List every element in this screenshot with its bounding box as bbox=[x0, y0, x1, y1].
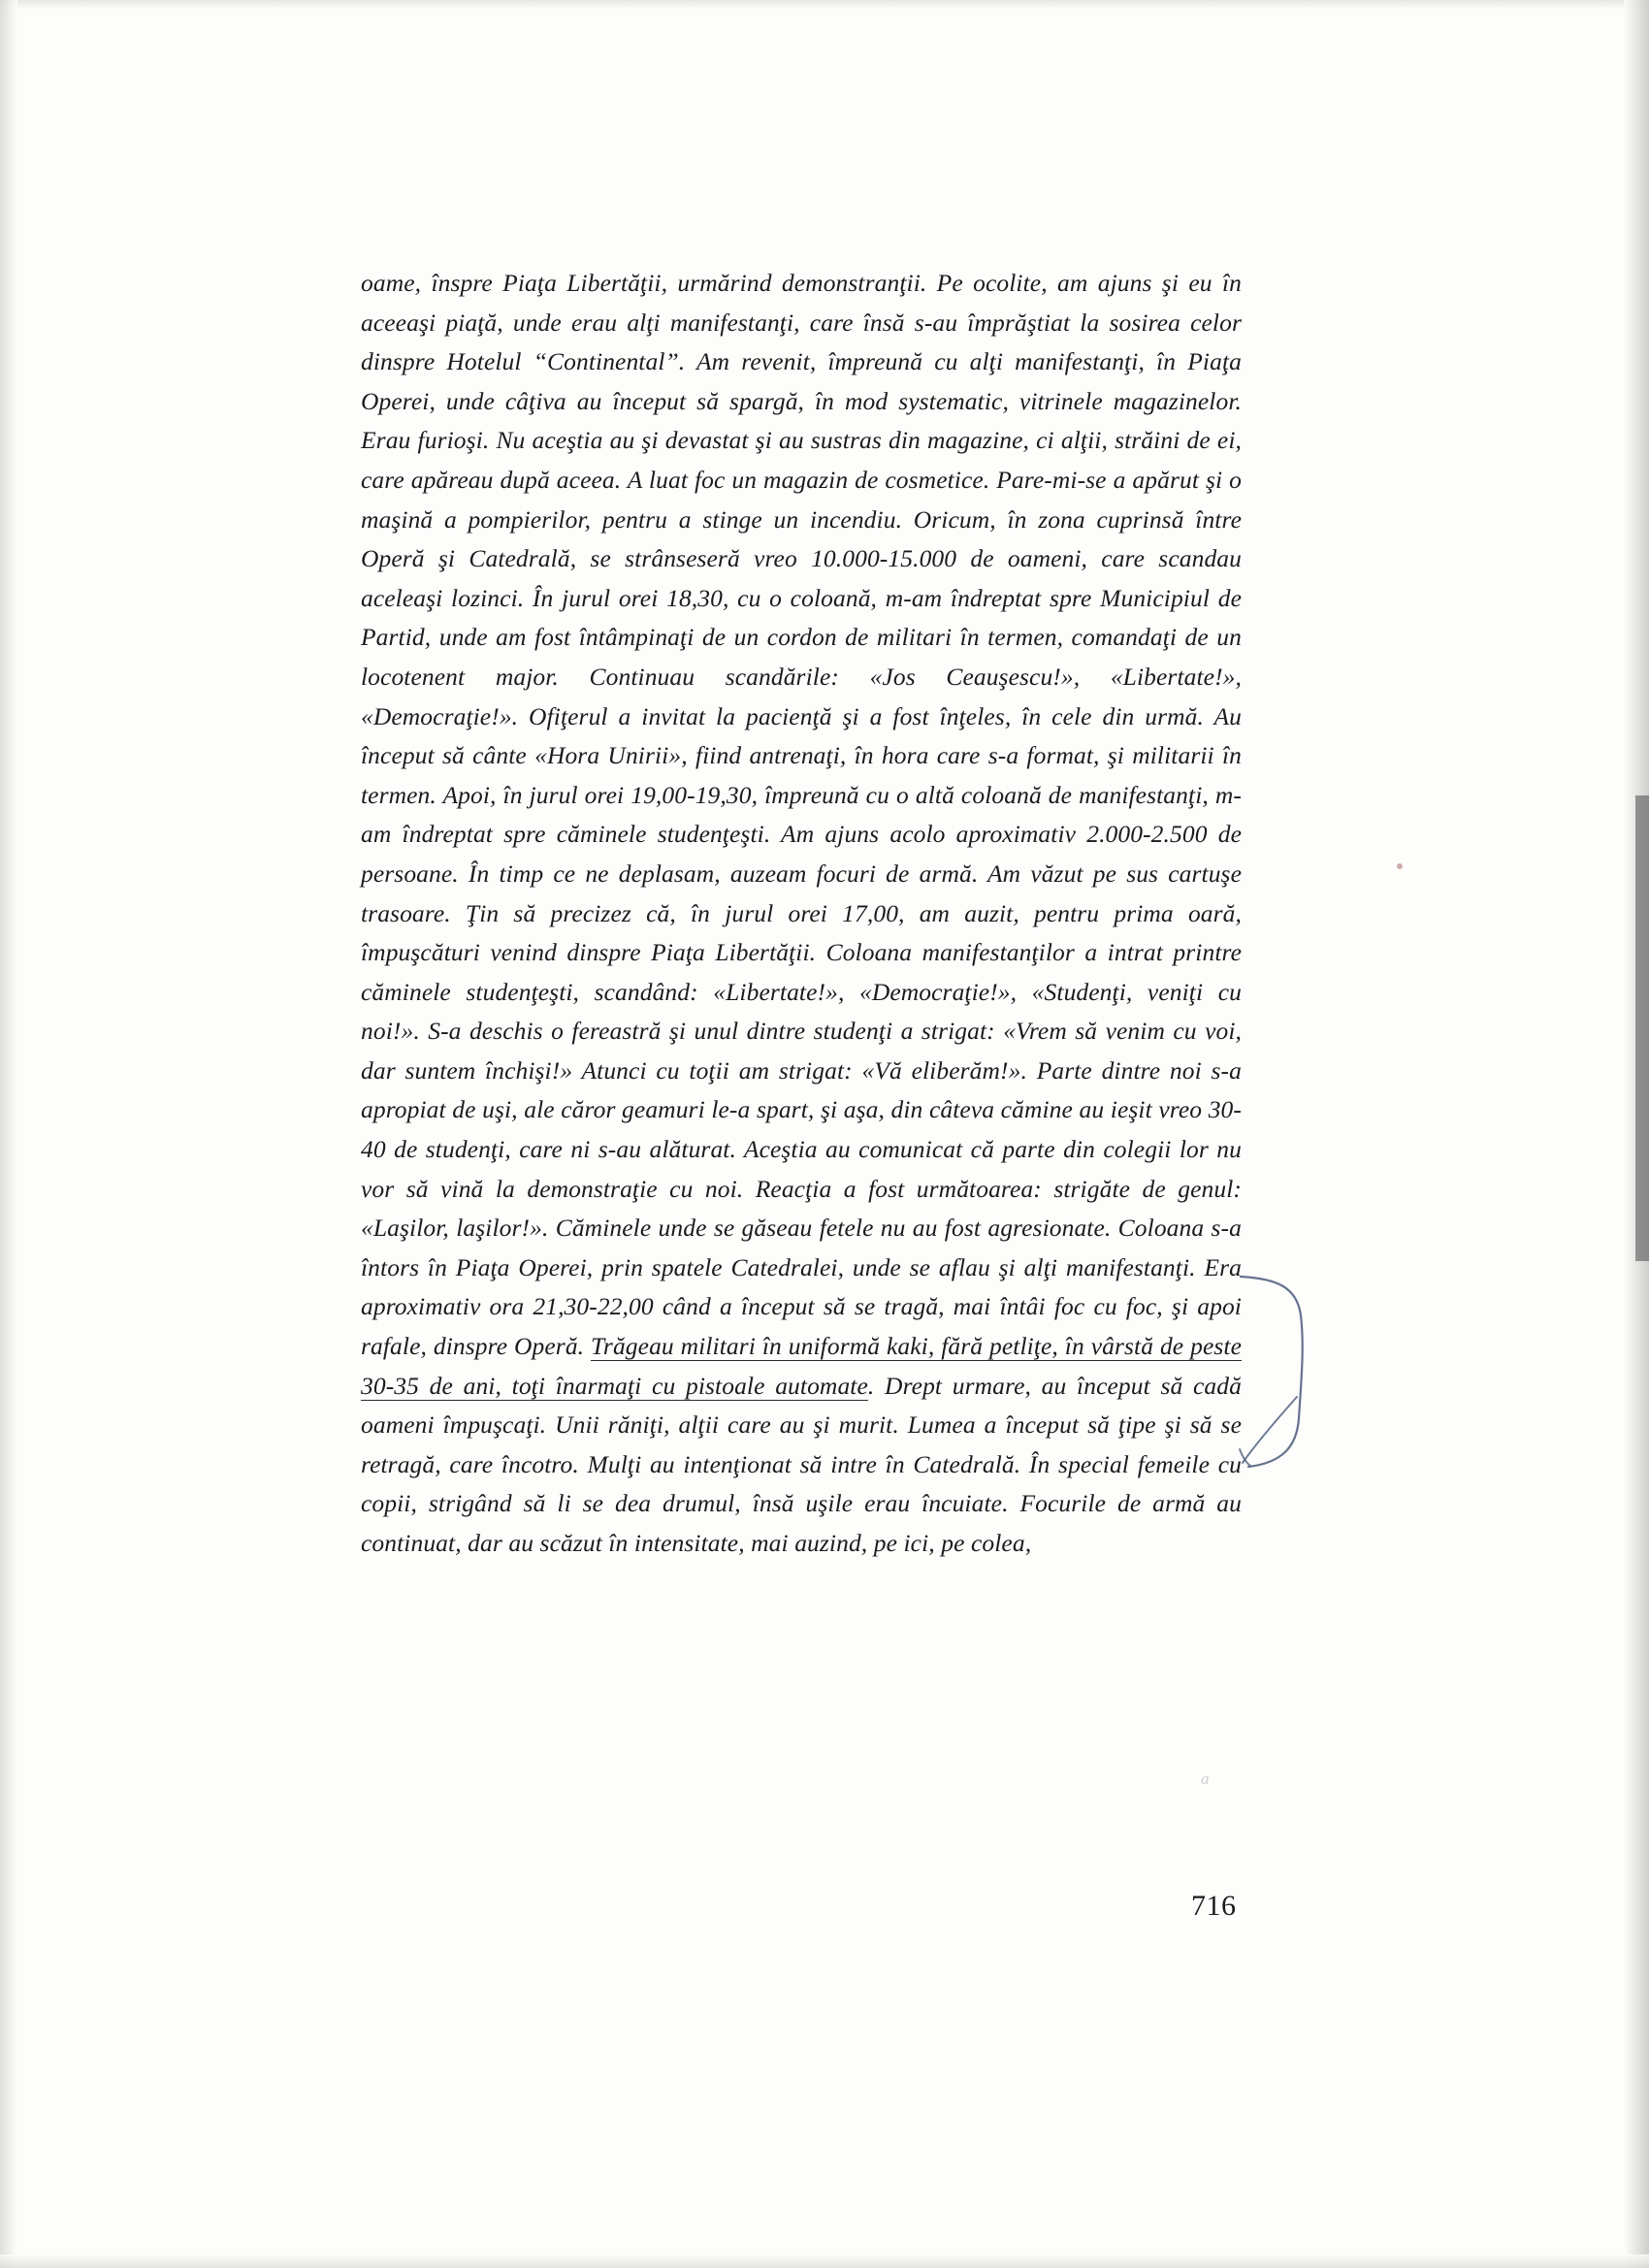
faint-margin-mark: a bbox=[1201, 1769, 1210, 1788]
body-text-part-2: . Drept urmare, au început să cadă oameni împuşcaţi. Unii răniţi, alţii care au şi murit. Lumea a început să ţipe şi să se retragă, care încotro. Mulţi au intenţionat să intre în Catedrală. În special femeile cu copii, strigând să li se dea drumul, însă uşile erau încuiate. Focurile de armă au continuat, dar au scăzut în intensitate, mai auzind, pe ici, pe colea, bbox=[361, 1371, 1242, 1557]
scan-edge-bottom bbox=[0, 2254, 1649, 2268]
red-dot-mark bbox=[1397, 863, 1403, 869]
body-paragraph bbox=[361, 264, 1242, 1564]
page-number: 716 bbox=[1191, 1890, 1237, 1922]
scan-edge-top bbox=[0, 0, 1649, 10]
scan-edge-left bbox=[0, 0, 17, 2268]
document-body bbox=[361, 264, 1242, 1564]
body-text-part-1: oame, înspre Piaţa Libertăţii, urmărind demonstranţii. Pe ocolite, am ajuns şi eu în aceeaşi piaţă, unde erau alţi manifestanţi, care însă s-au împrăştiat la sosirea celor dinspre Hotelul “Continental”. Am revenit, împreună cu alţi manifestanţi, în Piaţa Operei, unde câţiva au început să spargă, în mod systematic, vitrinele magazinelor. Erau furioşi. Nu aceştia au şi devastat şi au sustras din magazine, ci alţii, străini de ei, care apăreau după aceea. A luat foc un magazin de cosmetice. Pare-mi-se a apărut şi o maşină a pompierilor, pentru a stinge un incendiu. Oricum, în zona cuprinsă între Operă şi Catedrală, se strânseseră vreo 10.000-15.000 de oameni, care scandau aceleaşi lozinci. În jurul orei 18,30, cu o coloană, m-am îndreptat spre Municipiul de Partid, unde am fost întâmpinaţi de un cordon de militari în termen, comandaţi de un locotenent major. Continuau scandările: «Jos Ceauşescu!», «Libertate!», «Democraţie!». Ofiţerul a invitat la pacienţă şi a fost înţeles, în cele din urmă. Au început să cânte «Hora Unirii», fiind antrenaţi, în hora care s-a format, şi militarii în termen. Apoi, în jurul orei 19,00-19,30, împreună cu o altă coloană de manifestanţi, m-am îndreptat spre căminele studenţeşti. Am ajuns acolo aproximativ 2.000-2.500 de persoane. În timp ce ne deplasam, auzeam focuri de armă. Am văzut pe sus cartuşe trasoare. Ţin să precizez că, în jurul orei 17,00, am auzit, pentru prima oară, împuşcături venind dinspre Piaţa Libertăţii. Coloana manifestanţilor a intrat printre căminele studenţeşti, scandând: «Libertate!», «Democraţie!», «Studenţi, veniţi cu noi!». S-a deschis o fereastră şi unul dintre studenţi a strigat: «Vrem să venim cu voi, dar suntem închişi!» Atunci cu toţii am strigat: «Vă eliberăm!». Parte dintre noi s-a apropiat de uşi, ale căror geamuri le-a spart, şi aşa, din câteva cămine au ieşit vreo 30-40 de studenţi, care ni s-au alăturat. Aceştia au comunicat că parte din colegii lor nu vor să vină la demonstraţie cu noi. Reacţia a fost următoarea: strigăte de genul: «Laşilor, laşilor!». Căminele unde se găseau fetele nu au fost agresionate. Coloana s-a întors în Piaţa Operei, prin spatele Catedralei, unde se aflau şi alţi manifestanţi. Era aproximativ ora 21,30-22,00 când a început să se tragă, mai întâi foc cu foc, şi apoi rafale, dinspre Operă. bbox=[361, 269, 1242, 1361]
underlined-passage: Trăgeau militari în uniformă kaki, fără petliţe, în vârstă de peste 30-35 de ani, toţi înarmaţi cu pistoale automate bbox=[361, 1332, 1243, 1400]
scan-dark-band bbox=[1635, 795, 1649, 1261]
